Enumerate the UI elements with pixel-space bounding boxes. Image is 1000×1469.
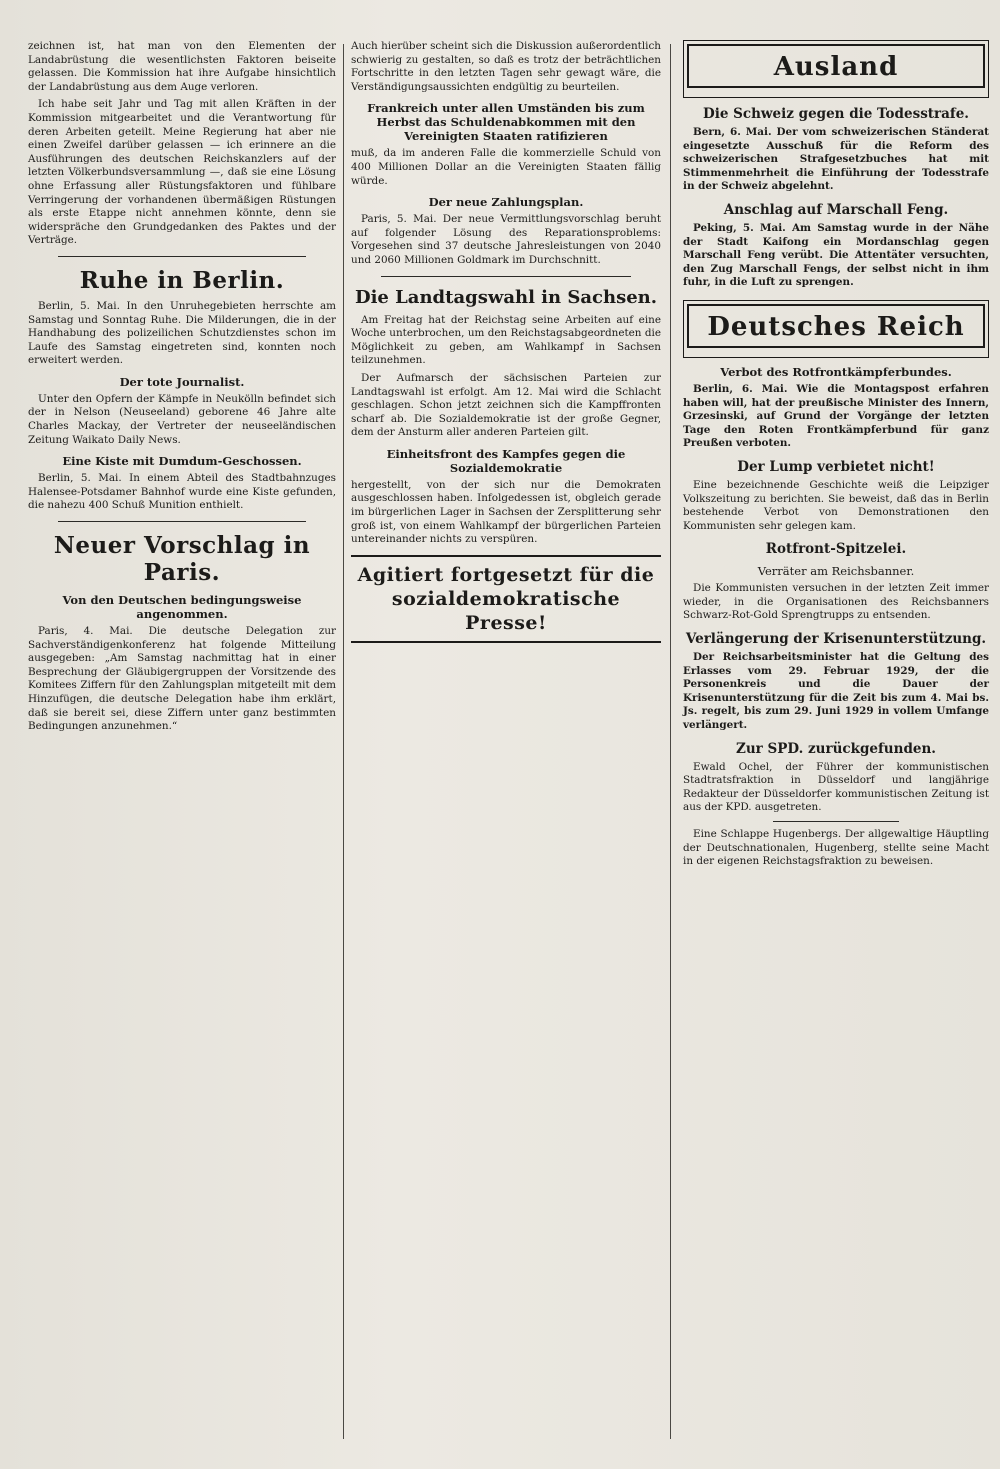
article-body: Berlin, 5. Mai. In einem Abteil des Stadtbahnzuges Halensee-Potsdamer Bahnhof wurde eine Kiste gefunden, die nahezu 400 Schuß Munition enthielt. xyxy=(28,472,336,512)
article-body: Berlin, 5. Mai. In den Unruhegebieten herrschte am Samstag und Sonntag Ruhe. Die Milderungen, die in der Handhabung des polizeilichen Schutzdienstes schon im Laufe des Samstag eingetreten sind, konnten noch erweitert werden. xyxy=(28,299,336,367)
article-body: Eine bezeichnende Geschichte weiß die Leipziger Volkszeitung zu berichten. Sie beweist, daß das in Berlin bestehende Verbot von Demonstrationen den Kommunisten sehr gelegen kam. xyxy=(683,478,989,532)
article-body: Unter den Opfern der Kämpfe in Neukölln befindet sich der in Nelson (Neuseeland) geborene 46 Jahre alte Charles Mackay, der Vertreter der neuseeländischen Zeitung Waikato Daily News. xyxy=(28,392,336,446)
column-middle xyxy=(345,40,667,1439)
agitation-banner: Agitiert fortgesetzt für die sozialdemokratische Presse! xyxy=(351,555,661,643)
section-title-ausland: Ausland xyxy=(687,44,985,88)
headline-dumdum: Eine Kiste mit Dumdum-Geschossen. xyxy=(62,454,302,469)
article-body: Der Reichsarbeitsminister hat die Geltung des Erlasses vom 29. Februar 1929, der die Personenkreis und die Dauer der Krisenunterstützung für die Zeit bis zum 4. Mai bs. Js. regelt, bis zum 29. Juni 1929 in vollem Umfange verlängert. xyxy=(683,651,989,732)
column-right xyxy=(677,40,995,1439)
divider xyxy=(58,521,306,522)
column-rule xyxy=(670,44,671,1439)
article-body: muß, da im anderen Falle die kommerzielle Schuld von 400 Millionen Dollar an die Vereinigten Staaten fällig würde. xyxy=(351,147,661,187)
article-body: Paris, 4. Mai. Die deutsche Delegation zur Sachverständigenkonferenz hat folgende Mitteilung ausgegeben: „Am Samstag nachmittag hat in einer Besprechung der Gläubigergruppen der Vorsitzende des Komitees Ziffern für den Zahlungsplan mitgeteilt mit dem Hinzufügen, die deutsche Delegation habe ihm erklärt, daß sie bereit sei, diese Ziffern unter ganz bestimmten Bedingungen anzunehmen.“ xyxy=(28,625,336,733)
section-box-reich xyxy=(683,300,989,358)
column-left xyxy=(22,40,342,1439)
article-body: Peking, 5. Mai. Am Samstag wurde in der Nähe der Stadt Kaifong ein Mordanschlag gegen Marschall Feng verübt. Die Attentäter versuchten, den Zug Marschall Fengs, der selbst nicht in ihm fuhr, in die Luft zu sprengen. xyxy=(683,221,989,289)
article-continuation: Auch hierüber scheint sich die Diskussion außerordentlich schwierig zu gestalten, so daß es trotz der beträchtlichen Fortschritte in den letzten Tagen sehr gewagt wäre, die Verständigungsaussichten endgültig zu beurteilen. xyxy=(351,40,661,93)
headline-frankreich: Frankreich unter allen Umständen bis zum Herbst das Schuldenabkommen mit den Vereinigten Staaten ratifizieren xyxy=(367,101,645,144)
article-body: Berlin, 6. Mai. Wie die Montagspost erfahren haben will, hat der preußische Minister des Innern, Grzesinski, auf Grund der Vorgänge der letzten Tage den Roten Frontkämpferbund für ganz Preußen verboten. xyxy=(683,382,989,450)
section-box-ausland xyxy=(683,40,989,98)
article-body: Paris, 5. Mai. Der neue Vermittlungsvorschlag beruht auf folgender Lösung des Reparationsproblems: Vorgesehen sind 37 deutsche Jahresleistungen von 2040 und 2060 Millionen Goldmark im Durchschnitt. xyxy=(351,213,661,266)
divider xyxy=(58,256,306,257)
subheadline-vorschlag: Von den Deutschen bedingungsweise angenommen. xyxy=(62,593,302,622)
headline-neuer-vorschlag: Neuer Vorschlag in Paris. xyxy=(53,532,311,587)
article-body: Der Aufmarsch der sächsischen Parteien zur Landtagswahl ist erfolgt. Am 12. Mai wird die Schlacht geschlagen. Schon jetzt zeichnen sich die Kampffronten scharf ab. Die Sozialdemokratie ist der große Gegner, dem der Ansturm aller anderen Parteien gilt. xyxy=(351,371,661,439)
article-body: Am Freitag hat der Reichstag seine Arbeiten auf eine Woche unterbrochen, um den Reichstagsabgeordneten die Möglichkeit zu geben, am Wahlkampf in Sachsen teilzunehmen. xyxy=(351,313,661,367)
article-body: Bern, 6. Mai. Der vom schweizerischen Ständerat eingesetzte Ausschuß für die Reform des schweizerischen Strafgesetzbuches hat mit Stimmenmehrheit die Einführung der Todesstrafe in der Schweiz abgelehnt. xyxy=(683,126,989,193)
headline-landtagswahl-sachsen: Die Landtagswahl in Sachsen. xyxy=(354,286,658,308)
article-body: Eine Schlappe Hugenbergs. Der allgewaltige Häuptling der Deutschnationalen, Hugenberg, stellte seine Macht in der eigenen Reichstagsfraktion zu beweisen. xyxy=(683,828,989,868)
divider xyxy=(381,276,631,277)
headline-ruhe-in-berlin: Ruhe in Berlin. xyxy=(79,266,285,294)
headline-feng: Anschlag auf Marschall Feng. xyxy=(723,201,949,218)
headline-einheitsfront: Einheitsfront des Kampfes gegen die Sozialdemokratie xyxy=(386,446,626,475)
article-body: Die Kommunisten versuchen in der letzten Zeit immer wieder, in die Organisationen des Reichsbanners Schwarz-Rot-Gold Sprengtrupps zu entsenden. xyxy=(683,582,989,622)
headline-journalist: Der tote Journalist. xyxy=(119,374,245,389)
headline-schweiz: Die Schweiz gegen die Todesstrafe. xyxy=(703,106,969,122)
article-body: Ewald Ochel, der Führer der kommunistischen Stadtratsfraktion in Düsseldorf und langjährige Redakteur der Düsseldorfer kommunistischen Zeitung ist aus der KPD. ausgetreten. xyxy=(683,760,989,814)
article-body: hergestellt, von der sich nur die Demokraten ausgeschlossen haben. Infolgedessen ist, obgleich gerade im bürgerlichen Lager in Sachsen der Zersplitterung sehr groß ist, von einem Wahlkampf der bürgerlichen Parteien untereinander nichts zu verspüren. xyxy=(351,478,661,546)
subheadline-spitzelei: Verräter am Reichsbanner. xyxy=(757,564,915,579)
article-continuation: Ich habe seit Jahr und Tag mit allen Kräften in der Kommission mitgearbeitet und die Verantwortung für deren Arbeiten geteilt. Meine Regierung hat aber nie einen Zweifel darüber gelassen — ich erinnere an die Ausführungen des deutschen Reichskanzlers auf der letzten Völkerbundsversammlung —, daß sie eine Lösung ohne Erfassung aller Rüstungsfaktoren und fühlbare Verringerung der vorhandenen übermäßigen Rüstungen als erste Etappe nicht annehmen könnte, denn sie widerspräche den Grundgedanken des Paktes und der Verträge. xyxy=(28,98,336,247)
divider xyxy=(773,821,899,822)
headline-lump: Der Lump verbietet nicht! xyxy=(737,458,935,475)
headline-krisenunterstuetzung: Verlängerung der Krisenunterstützung. xyxy=(685,631,987,648)
headline-verbot: Verbot des Rotfrontkämpferbundes. xyxy=(720,364,952,379)
headline-spitzelei: Rotfront-Spitzelei. xyxy=(765,541,907,558)
headline-zur-spd: Zur SPD. zurückgefunden. xyxy=(735,740,936,757)
column-rule xyxy=(343,44,344,1439)
headline-zahlungsplan: Der neue Zahlungsplan. xyxy=(428,195,584,210)
article-continuation: zeichnen ist, hat man von den Elementen der Landabrüstung die wesentlichsten Faktoren beiseite gelassen. Die Kommission hat ihre Aufgabe hinsichtlich der Landabrüstung aus dem Auge verloren. xyxy=(28,40,336,93)
section-title-deutsches-reich: Deutsches Reich xyxy=(687,304,985,348)
